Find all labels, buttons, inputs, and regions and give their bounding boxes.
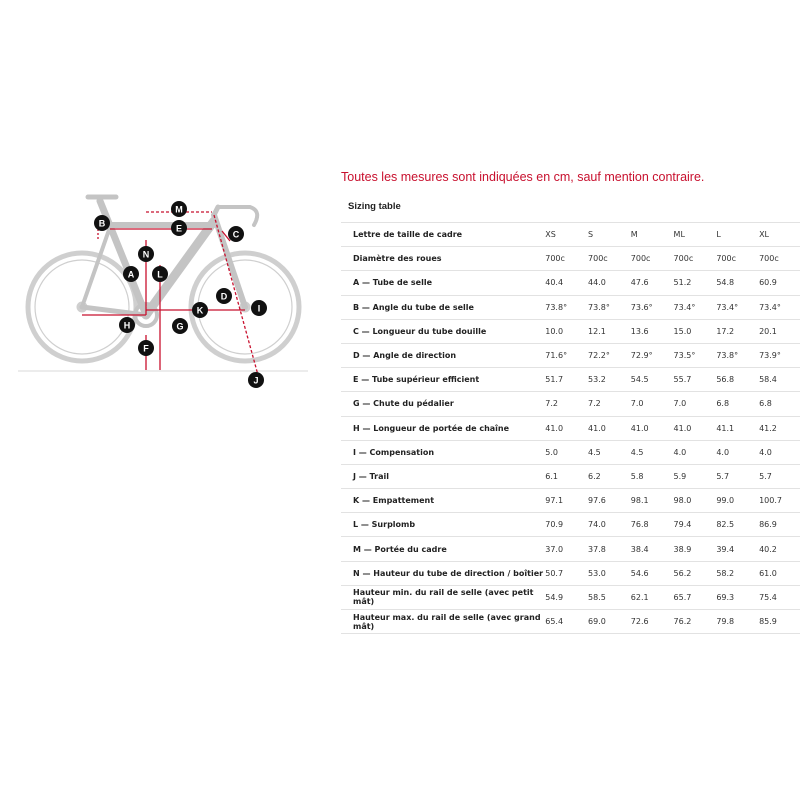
value-cell: 65.4 [543, 610, 586, 634]
value-cell: 73.4° [757, 295, 800, 319]
value-cell: 41.1 [714, 416, 757, 440]
table-row [341, 247, 800, 271]
row-label-cell: Hauteur min. du rail de selle (avec petit mât) [341, 585, 543, 609]
value-cell: 5.7 [757, 464, 800, 488]
value-cell: 5.8 [629, 464, 672, 488]
svg-text:I: I [257, 303, 261, 314]
svg-text:M: M [175, 204, 183, 215]
units-notice: Toutes les mesures sont indiquées en cm, sauf mention contraire. [341, 170, 705, 184]
table-row [341, 537, 800, 561]
row-label-cell: I — Compensation [341, 440, 543, 464]
row-label-cell: M — Portée du cadre [341, 537, 543, 561]
value-cell: 4.5 [586, 440, 629, 464]
value-cell: 4.5 [629, 440, 672, 464]
table-row [341, 271, 800, 295]
value-cell: 75.4 [757, 585, 800, 609]
value-cell: 6.2 [586, 464, 629, 488]
value-cell: 6.8 [714, 392, 757, 416]
table-row [341, 392, 800, 416]
sizing-table [341, 222, 800, 634]
value-cell: 51.2 [672, 271, 715, 295]
value-cell: 700c [543, 247, 586, 271]
marker-N [138, 246, 154, 262]
table-row [341, 513, 800, 537]
value-cell: 60.9 [757, 271, 800, 295]
svg-text:D: D [220, 291, 228, 302]
value-cell: 5.9 [672, 464, 715, 488]
marker-F [138, 340, 154, 356]
svg-text:K: K [196, 305, 204, 316]
value-cell: 5.0 [543, 440, 586, 464]
value-cell: 73.4° [714, 295, 757, 319]
marker-E [171, 220, 187, 236]
table-row [341, 295, 800, 319]
value-cell: 73.8° [714, 343, 757, 367]
value-cell: 7.2 [586, 392, 629, 416]
value-cell: 47.6 [629, 271, 672, 295]
svg-text:A: A [127, 269, 135, 280]
value-cell: 70.9 [543, 513, 586, 537]
value-cell: 4.0 [757, 440, 800, 464]
value-cell: 71.6° [543, 343, 586, 367]
value-cell: 76.2 [672, 610, 715, 634]
value-cell: 7.0 [629, 392, 672, 416]
marker-D [216, 288, 232, 304]
size-header-cell: XL [757, 223, 800, 247]
svg-text:C: C [232, 229, 240, 240]
value-cell: 97.1 [543, 489, 586, 513]
value-cell: 82.5 [714, 513, 757, 537]
size-header-cell: ML [672, 223, 715, 247]
row-label-cell: K — Empattement [341, 489, 543, 513]
value-cell: 99.0 [714, 489, 757, 513]
svg-text:J: J [253, 375, 259, 386]
header-label-cell: Lettre de taille de cadre [341, 223, 543, 247]
row-label-cell: G — Chute du pédalier [341, 392, 543, 416]
value-cell: 73.5° [672, 343, 715, 367]
value-cell: 58.2 [714, 561, 757, 585]
row-label-cell: L — Surplomb [341, 513, 543, 537]
marker-I [251, 300, 267, 316]
marker-H [119, 317, 135, 333]
table-row [341, 610, 800, 634]
value-cell: 58.4 [757, 368, 800, 392]
value-cell: 79.4 [672, 513, 715, 537]
marker-M [171, 201, 187, 217]
row-label-cell: A — Tube de selle [341, 271, 543, 295]
value-cell: 74.0 [586, 513, 629, 537]
value-cell: 51.7 [543, 368, 586, 392]
row-label-cell: Diamètre des roues [341, 247, 543, 271]
value-cell: 54.8 [714, 271, 757, 295]
value-cell: 69.3 [714, 585, 757, 609]
value-cell: 79.8 [714, 610, 757, 634]
value-cell: 700c [757, 247, 800, 271]
table-row [341, 343, 800, 367]
value-cell: 56.2 [672, 561, 715, 585]
value-cell: 61.0 [757, 561, 800, 585]
marker-J [248, 372, 264, 388]
value-cell: 37.0 [543, 537, 586, 561]
size-header-cell: S [586, 223, 629, 247]
value-cell: 44.0 [586, 271, 629, 295]
table-row [341, 440, 800, 464]
value-cell: 62.1 [629, 585, 672, 609]
marker-K [192, 302, 208, 318]
value-cell: 4.0 [672, 440, 715, 464]
value-cell: 73.9° [757, 343, 800, 367]
value-cell: 13.6 [629, 319, 672, 343]
value-cell: 98.0 [672, 489, 715, 513]
value-cell: 76.8 [629, 513, 672, 537]
svg-text:F: F [143, 343, 149, 354]
value-cell: 73.8° [586, 295, 629, 319]
table-title: Sizing table [348, 201, 401, 212]
size-header-cell: XS [543, 223, 586, 247]
value-cell: 5.7 [714, 464, 757, 488]
value-cell: 54.5 [629, 368, 672, 392]
row-label-cell: D — Angle de direction [341, 343, 543, 367]
value-cell: 54.6 [629, 561, 672, 585]
value-cell: 58.5 [586, 585, 629, 609]
value-cell: 38.9 [672, 537, 715, 561]
value-cell: 53.2 [586, 368, 629, 392]
row-label-cell: B — Angle du tube de selle [341, 295, 543, 319]
value-cell: 97.6 [586, 489, 629, 513]
marker-C [228, 226, 244, 242]
value-cell: 72.6 [629, 610, 672, 634]
value-cell: 40.2 [757, 537, 800, 561]
row-label-cell: J — Trail [341, 464, 543, 488]
row-label-cell: N — Hauteur du tube de direction / boîtier [341, 561, 543, 585]
value-cell: 700c [586, 247, 629, 271]
svg-text:E: E [175, 223, 183, 234]
value-cell: 6.1 [543, 464, 586, 488]
size-header-cell: L [714, 223, 757, 247]
value-cell: 7.2 [543, 392, 586, 416]
value-cell: 37.8 [586, 537, 629, 561]
marker-L [152, 266, 168, 282]
svg-text:H: H [123, 320, 131, 331]
value-cell: 100.7 [757, 489, 800, 513]
row-label-cell: C — Longueur du tube douille [341, 319, 543, 343]
value-cell: 72.9° [629, 343, 672, 367]
marker-G [172, 318, 188, 334]
value-cell: 39.4 [714, 537, 757, 561]
value-cell: 12.1 [586, 319, 629, 343]
bike-geometry-diagram [18, 185, 323, 395]
value-cell: 69.0 [586, 610, 629, 634]
value-cell: 73.6° [629, 295, 672, 319]
table-row [341, 319, 800, 343]
value-cell: 85.9 [757, 610, 800, 634]
svg-text:B: B [98, 218, 106, 229]
table-row [341, 489, 800, 513]
row-label-cell: Hauteur max. du rail de selle (avec grand mât) [341, 610, 543, 634]
value-cell: 38.4 [629, 537, 672, 561]
table-row [341, 368, 800, 392]
svg-text:L: L [157, 269, 163, 280]
value-cell: 55.7 [672, 368, 715, 392]
value-cell: 54.9 [543, 585, 586, 609]
value-cell: 17.2 [714, 319, 757, 343]
table-row [341, 464, 800, 488]
value-cell: 6.8 [757, 392, 800, 416]
value-cell: 4.0 [714, 440, 757, 464]
marker-A [123, 266, 139, 282]
value-cell: 86.9 [757, 513, 800, 537]
marker-B [94, 215, 110, 231]
value-cell: 40.4 [543, 271, 586, 295]
table-header-row [341, 223, 800, 247]
row-label-cell: E — Tube supérieur efficient [341, 368, 543, 392]
value-cell: 73.8° [543, 295, 586, 319]
value-cell: 56.8 [714, 368, 757, 392]
value-cell: 65.7 [672, 585, 715, 609]
value-cell: 41.2 [757, 416, 800, 440]
value-cell: 41.0 [543, 416, 586, 440]
value-cell: 50.7 [543, 561, 586, 585]
table-row [341, 561, 800, 585]
value-cell: 700c [714, 247, 757, 271]
value-cell: 53.0 [586, 561, 629, 585]
svg-text:G: G [176, 321, 184, 332]
value-cell: 41.0 [629, 416, 672, 440]
svg-text:N: N [142, 249, 150, 260]
size-header-cell: M [629, 223, 672, 247]
value-cell: 41.0 [672, 416, 715, 440]
value-cell: 15.0 [672, 319, 715, 343]
value-cell: 98.1 [629, 489, 672, 513]
value-cell: 20.1 [757, 319, 800, 343]
value-cell: 72.2° [586, 343, 629, 367]
value-cell: 10.0 [543, 319, 586, 343]
value-cell: 73.4° [672, 295, 715, 319]
value-cell: 41.0 [586, 416, 629, 440]
table-row [341, 585, 800, 609]
table-row [341, 416, 800, 440]
value-cell: 7.0 [672, 392, 715, 416]
value-cell: 700c [672, 247, 715, 271]
value-cell: 700c [629, 247, 672, 271]
row-label-cell: H — Longueur de portée de chaîne [341, 416, 543, 440]
